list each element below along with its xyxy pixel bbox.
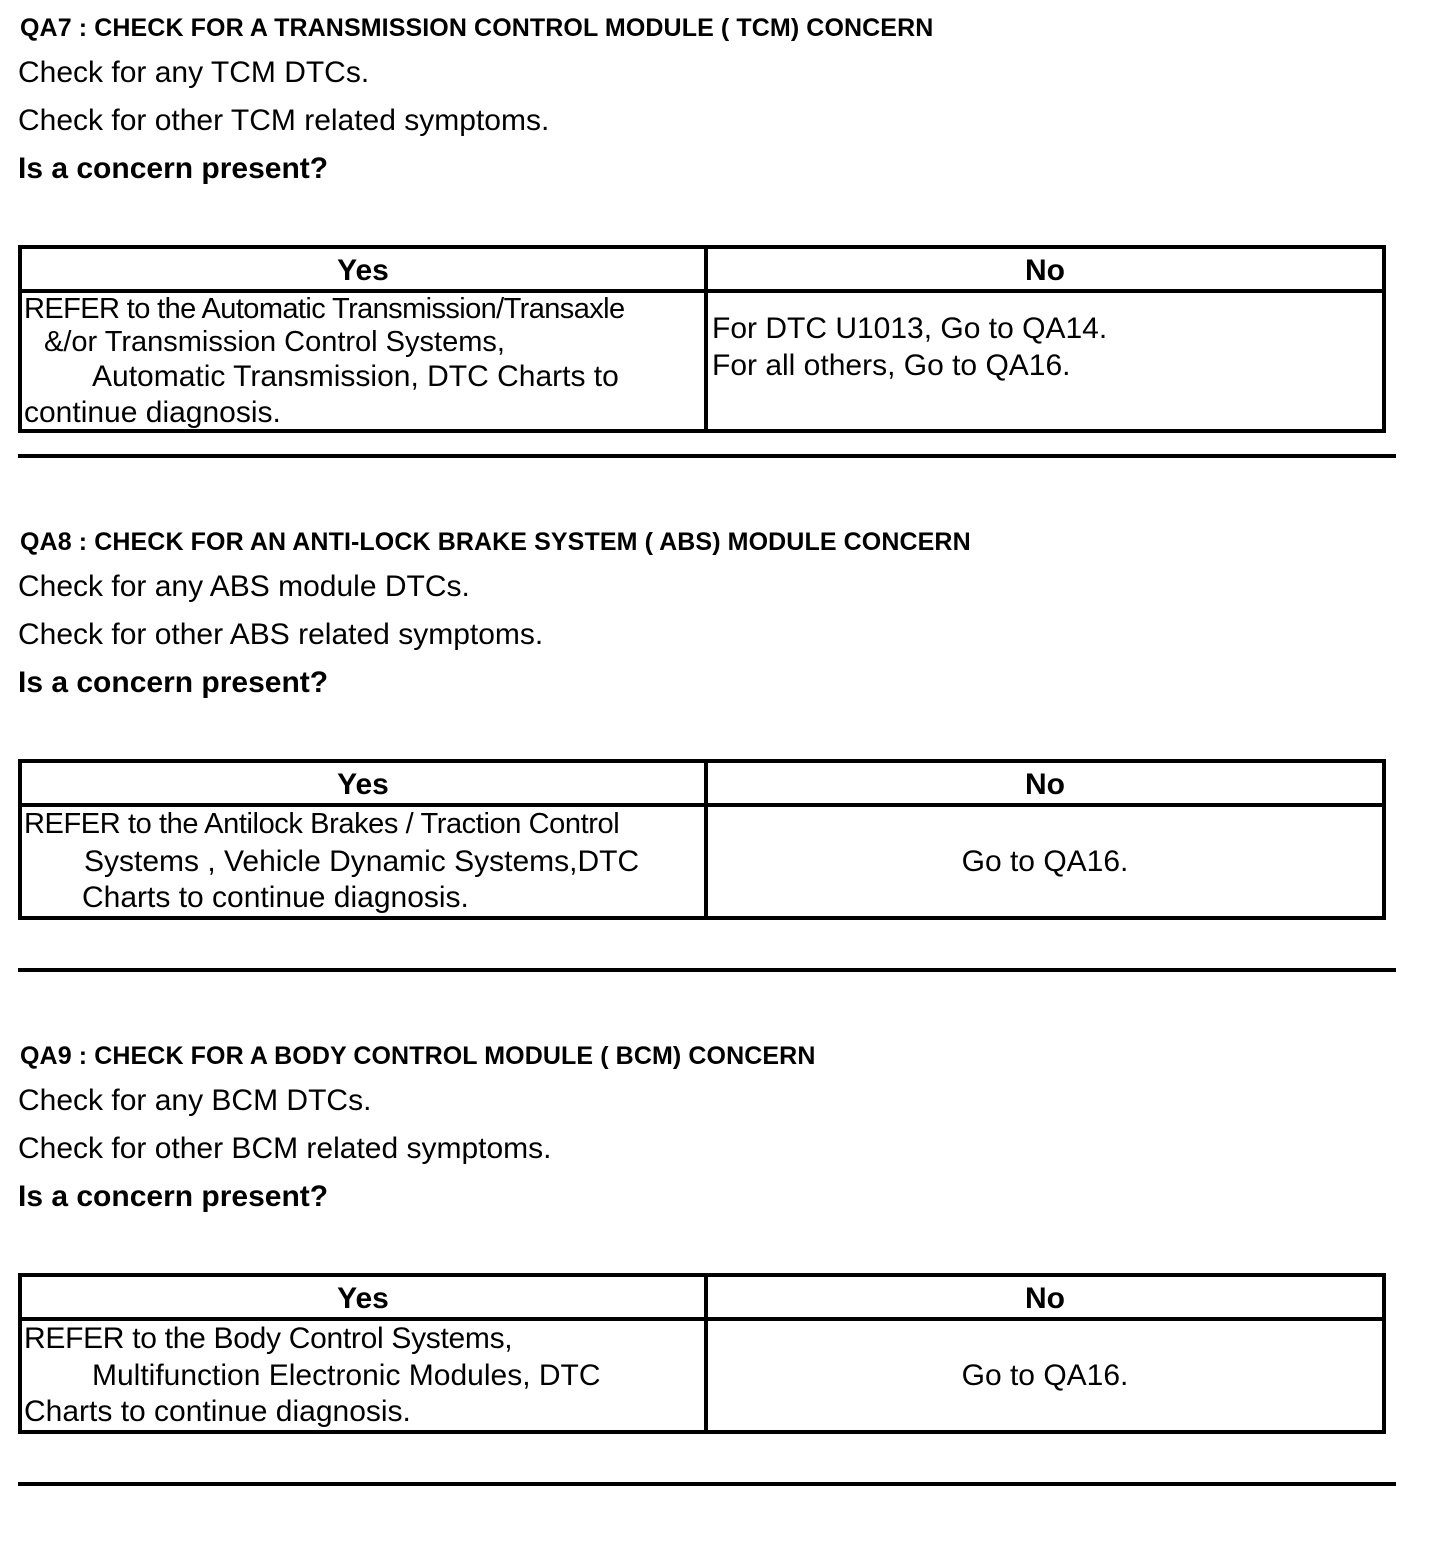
check-step: Check for any ABS module DTCs. — [18, 570, 470, 603]
check-step: Check for any BCM DTCs. — [18, 1084, 372, 1117]
section-qa9 — [0, 1028, 1440, 1541]
yes-header: Yes — [337, 1282, 389, 1315]
check-step: Check for any TCM DTCs. — [18, 56, 370, 89]
no-header: No — [1025, 254, 1065, 287]
check-step: Check for other BCM related symptoms. — [18, 1132, 552, 1165]
yes-line: Charts to continue diagnosis. — [82, 881, 469, 914]
section-heading: QA7 : CHECK FOR A TRANSMISSION CONTROL MODULE ( TCM) CONCERN — [20, 14, 934, 42]
no-header: No — [1025, 1282, 1065, 1315]
header-divider — [22, 1317, 1382, 1321]
no-line: For DTC U1013, Go to QA14. — [712, 312, 1108, 345]
concern-question: Is a concern present? — [18, 1180, 329, 1213]
yes-header: Yes — [337, 768, 389, 801]
section-divider — [18, 1482, 1396, 1486]
header-divider — [22, 803, 1382, 807]
yes-line: REFER to the Body Control Systems, — [24, 1322, 513, 1355]
no-cell — [708, 845, 1382, 879]
check-step: Check for other TCM related symptoms. — [18, 104, 550, 137]
concern-question: Is a concern present? — [18, 152, 329, 185]
yes-line: REFER to the Antilock Brakes / Traction Control — [24, 808, 620, 840]
section-qa7 — [0, 0, 1440, 513]
yes-line: Multifunction Electronic Modules, DTC — [92, 1359, 601, 1392]
yes-line: Automatic Transmission, DTC Charts to — [92, 360, 619, 393]
no-line: For all others, Go to QA16. — [712, 349, 1071, 382]
decision-table — [18, 1273, 1386, 1434]
yes-line: Systems , Vehicle Dynamic Systems,DTC — [84, 845, 640, 878]
yes-line: Charts to continue diagnosis. — [24, 1395, 411, 1428]
yes-line: continue diagnosis. — [24, 396, 281, 429]
yes-header: Yes — [337, 254, 389, 287]
section-heading: QA8 : CHECK FOR AN ANTI-LOCK BRAKE SYSTEM ( ABS) MODULE CONCERN — [20, 528, 971, 556]
yes-line: REFER to the Automatic Transmission/Transaxle — [24, 293, 625, 325]
no-line: Go to QA16. — [961, 845, 1129, 878]
no-line: Go to QA16. — [961, 1359, 1129, 1392]
section-divider — [18, 454, 1396, 458]
section-heading: QA9 : CHECK FOR A BODY CONTROL MODULE ( BCM) CONCERN — [20, 1042, 816, 1070]
decision-table — [18, 759, 1386, 920]
section-divider — [18, 968, 1396, 972]
yes-line: &/or Transmission Control Systems, — [44, 326, 505, 358]
section-qa8 — [0, 514, 1440, 1027]
no-cell — [708, 1359, 1382, 1393]
no-header: No — [1025, 768, 1065, 801]
concern-question: Is a concern present? — [18, 666, 329, 699]
decision-table — [18, 245, 1386, 433]
check-step: Check for other ABS related symptoms. — [18, 618, 544, 651]
